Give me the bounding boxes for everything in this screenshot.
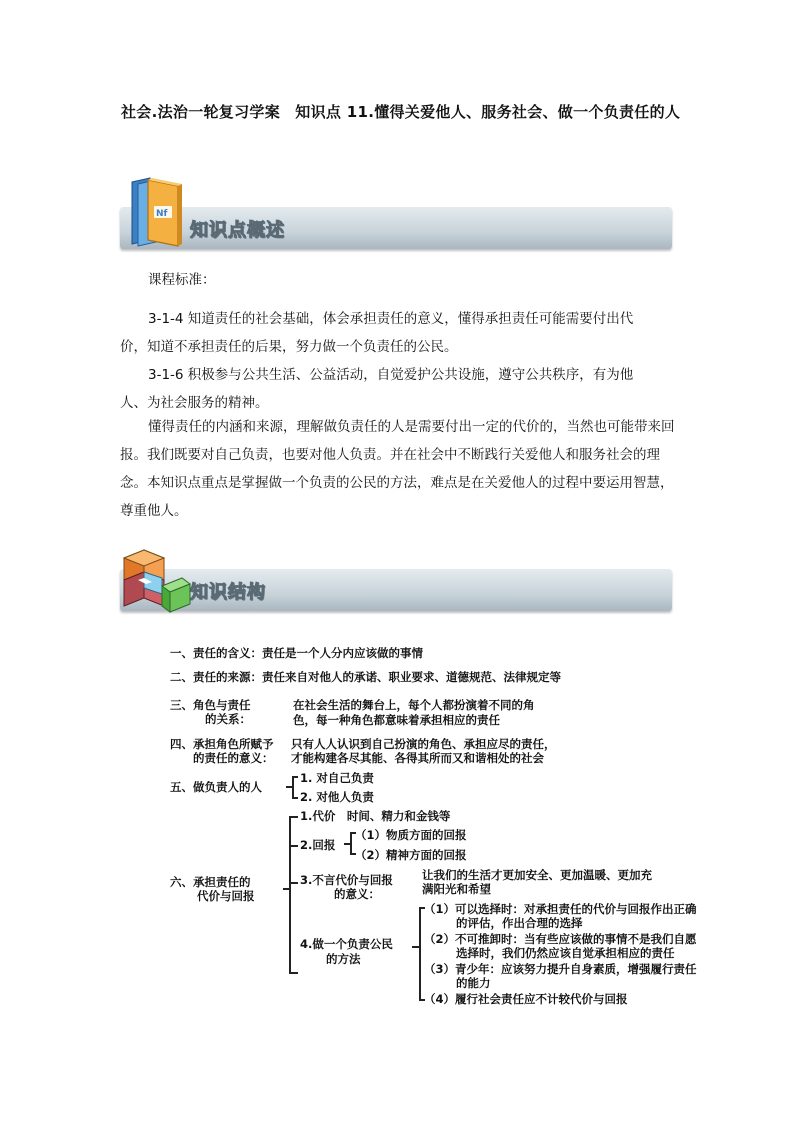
bracket-five-tip: [286, 786, 292, 788]
page-title: 社会.法治一轮复习学案 知识点 11.懂得关爱他人、服务社会、做一个负责任的人: [121, 103, 681, 121]
item-six-label-2: 代价与回报: [197, 889, 255, 903]
method-4: （4）履行社会责任应不计较代价与回报: [424, 992, 628, 1006]
method-2a: （2）不可推卸时：当有些应该做的事情不是我们自愿: [424, 932, 697, 946]
bracket-six-b3: [289, 882, 298, 884]
item-four-text-2: 才能构建各尽其能、各得其所而又和谐相处的社会: [291, 751, 544, 765]
method-3a: （3）青少年：应该努力提升自身素质，增强履行责任: [424, 962, 697, 976]
six-method-label-2: 的方法: [326, 952, 361, 966]
item-four-label-2: 的责任的意义：: [193, 751, 274, 765]
curriculum-label: 课程标准：: [148, 272, 216, 288]
section-heading-overview: 知识点概述: [190, 220, 285, 241]
bracket-six-b4: [289, 972, 298, 974]
six-meaning-text-2: 满阳光和希望: [422, 882, 491, 896]
item-one: 一、责任的含义：责任是一个人分内应该做的事情: [170, 646, 423, 660]
method-1b: 的评估，作出合理的选择: [456, 916, 583, 930]
bracket-method: [419, 907, 421, 1000]
method-1a: （1）可以选择时：对承担责任的代价与回报作出正确: [424, 902, 697, 916]
item-two: 二、责任的来源：责任来自对他人的承诺、职业要求、道德规范、法律规定等: [170, 670, 561, 684]
item-four-label: 四、承担角色所赋予: [170, 737, 274, 751]
item-five-2: 2. 对他人负责: [300, 790, 374, 804]
bracket-six-b2: [289, 845, 298, 847]
section-heading-structure: 知识结构: [190, 582, 266, 603]
item-four-text-1: 只有人人认识到自己扮演的角色、承担应尽的责任，: [291, 737, 556, 751]
overview-summary: 懂得责任的内涵和来源，理解做负责任的人是需要付出一定的代价的，当然也可能带来回报。我们既要对自己负责，也要对他人负责。并在社会中不断践行关爱他人和服务社会的理念。本知识点重点是掌握做一个负责的公民的方法，难点是在关爱他人的过程中要运用智慧，尊重他人。: [120, 419, 675, 519]
six-meaning-text-1: 让我们的生活才更加安全、更加温暖、更加充: [422, 868, 652, 882]
standard-3-1-6: 3-1-6 积极参与公共生活、公益活动，自觉爱护公共设施，遵守公共秩序，有为他人、为社会服务的精神。: [120, 367, 634, 411]
bracket-reward-tip: [344, 843, 350, 845]
six-meaning-label: 3.不言代价与回报: [300, 873, 393, 887]
standard-3-1-4: 3-1-4 知道责任的社会基础，体会承担责任的意义，懂得承担责任可能需要付出代价，知道不承担责任的后果，努力做一个负责任的公民。: [120, 311, 634, 355]
six-reward-label: 2.回报: [300, 838, 336, 852]
method-3b: 的能力: [456, 976, 491, 990]
bracket-method-tip: [412, 946, 419, 948]
reward-spiritual: （2）精神方面的回报: [355, 848, 467, 862]
six-method-label: 4.做一个负责公民: [300, 937, 393, 951]
item-five-1: 1. 对自己负责: [300, 771, 374, 785]
bracket-six: [289, 816, 291, 973]
method-2b: 选择时，我们仍然应该自觉承担相应的责任: [456, 946, 675, 960]
bracket-five-bottom: [292, 797, 298, 799]
six-meaning-label-2: 的意义：: [334, 887, 380, 901]
six-cost: 1.代价 时间、精力和金钱等: [300, 809, 451, 823]
item-three-label-2: 的关系：: [205, 712, 251, 726]
svg-text:Nf: Nf: [156, 209, 168, 219]
bracket-five-top: [292, 776, 298, 778]
reward-material: （1）物质方面的回报: [355, 828, 467, 842]
item-three-text-1: 在社会生活的舞台上，每个人都扮演着不同的角: [293, 698, 535, 712]
bracket-reward: [350, 832, 352, 854]
item-six-label: 六、承担责任的: [170, 875, 251, 889]
item-three-label: 三、角色与责任: [170, 698, 251, 712]
bracket-six-b1: [289, 816, 298, 818]
bracket-five: [292, 776, 294, 798]
item-five-label: 五、做负责人的人: [170, 780, 262, 794]
item-three-text-2: 色，每一种角色都意味着承担相应的责任: [293, 713, 500, 727]
bracket-six-tip: [283, 888, 289, 890]
